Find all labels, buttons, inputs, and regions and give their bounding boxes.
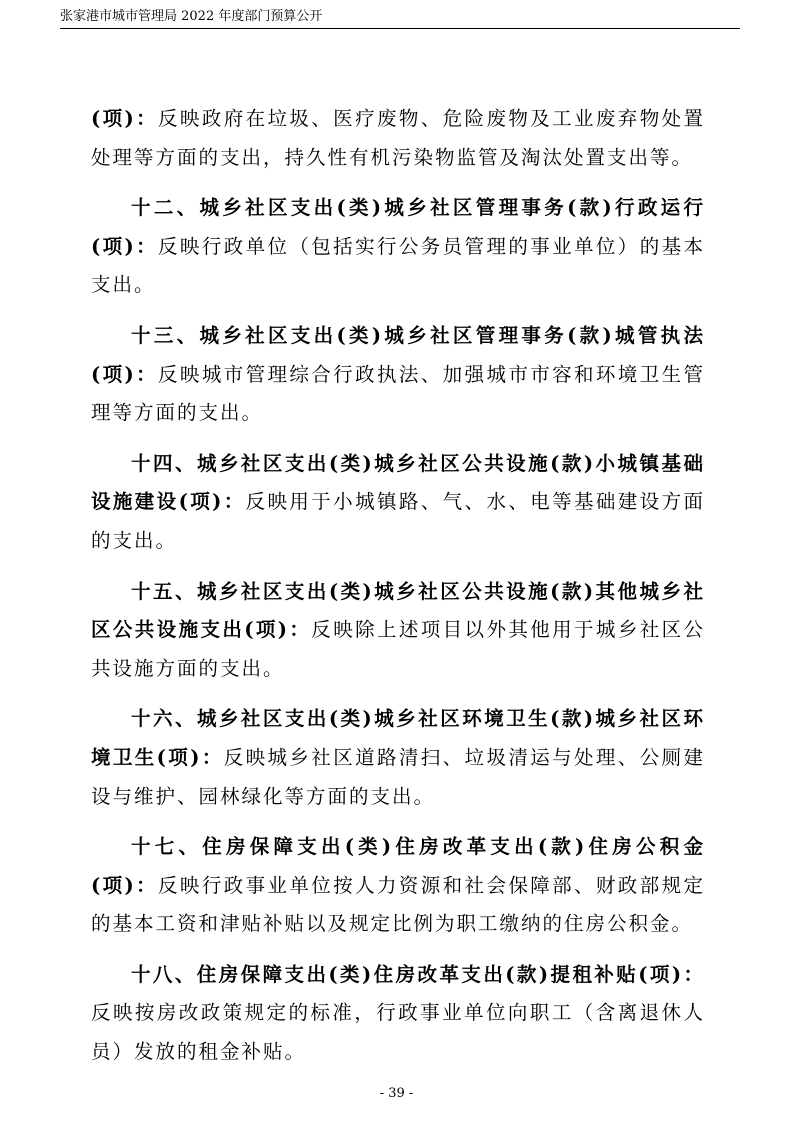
paragraph-continued [91,100,705,177]
paragraph-item-16 [91,700,705,816]
paragraph-body: 反映行政事业单位按人力资源和社会保障部、财政部规定的基本工资和津贴补贴以及规定比例为职工缴纳的住房公积金。 [91,873,705,936]
header-rule [60,28,740,29]
paragraph-item-14 [91,445,705,561]
page-number: - 39 - [379,1086,414,1101]
paragraph-heading: 十七、住房保障支出(类)住房改革支出(款)住房公积金(项)： [91,835,705,897]
paragraph-body: 反映除上述项目以外其他用于城乡社区公共设施方面的支出。 [91,618,705,680]
paragraph-heading: 十四、城乡社区支出(类)城乡社区公共设施(款)小城镇基础设施建设(项)： [91,451,705,514]
page-header [60,6,740,30]
paragraph-body: 反映行政单位（包括实行公务员管理的事业单位）的基本支出。 [91,234,705,297]
document-body [91,100,705,1072]
paragraph-item-12 [91,189,705,305]
paragraph-heading: 十三、城乡社区支出(类)城乡社区管理事务(款)城管执法(项)： [91,323,705,386]
paragraph-item-13 [91,317,705,433]
paragraph-body: 反映按房改政策规定的标准，行政事业单位向职工（含离退休人员）发放的租金补贴。 [91,1001,705,1064]
paragraph-body: 反映用于小城镇路、气、水、电等基础建设方面的支出。 [91,490,705,552]
header-title: 张家港市城市管理局 2022 年度部门预算公开 [60,9,323,24]
paragraph-heading: (项)： [91,107,159,130]
paragraph-body: 反映城乡社区道路清扫、垃圾清运与处理、公厕建设与维护、园林绿化等方面的支出。 [91,745,705,808]
paragraph-body: 反映政府在垃圾、医疗废物、危险废物及工业废弃物处置处理等方面的支出，持久性有机污染物监管及淘汰处置支出等。 [91,107,705,169]
paragraph-heading: 十六、城乡社区支出(类)城乡社区环境卫生(款)城乡社区环境卫生(项)： [91,707,705,769]
paragraph-item-15 [91,573,705,689]
paragraph-heading: 十二、城乡社区支出(类)城乡社区管理事务(款)行政运行(项)： [91,196,705,258]
paragraph-body: 反映城市管理综合行政执法、加强城市市容和环境卫生管理等方面的支出。 [91,362,705,425]
paragraph-item-18 [91,956,705,1072]
paragraph-item-17 [91,828,705,944]
paragraph-heading: 十八、住房保障支出(类)住房改革支出(款)提租补贴(项)： [131,962,705,986]
paragraph-heading: 十五、城乡社区支出(类)城乡社区公共设施(款)其他城乡社区公共设施支出(项)： [91,579,705,642]
